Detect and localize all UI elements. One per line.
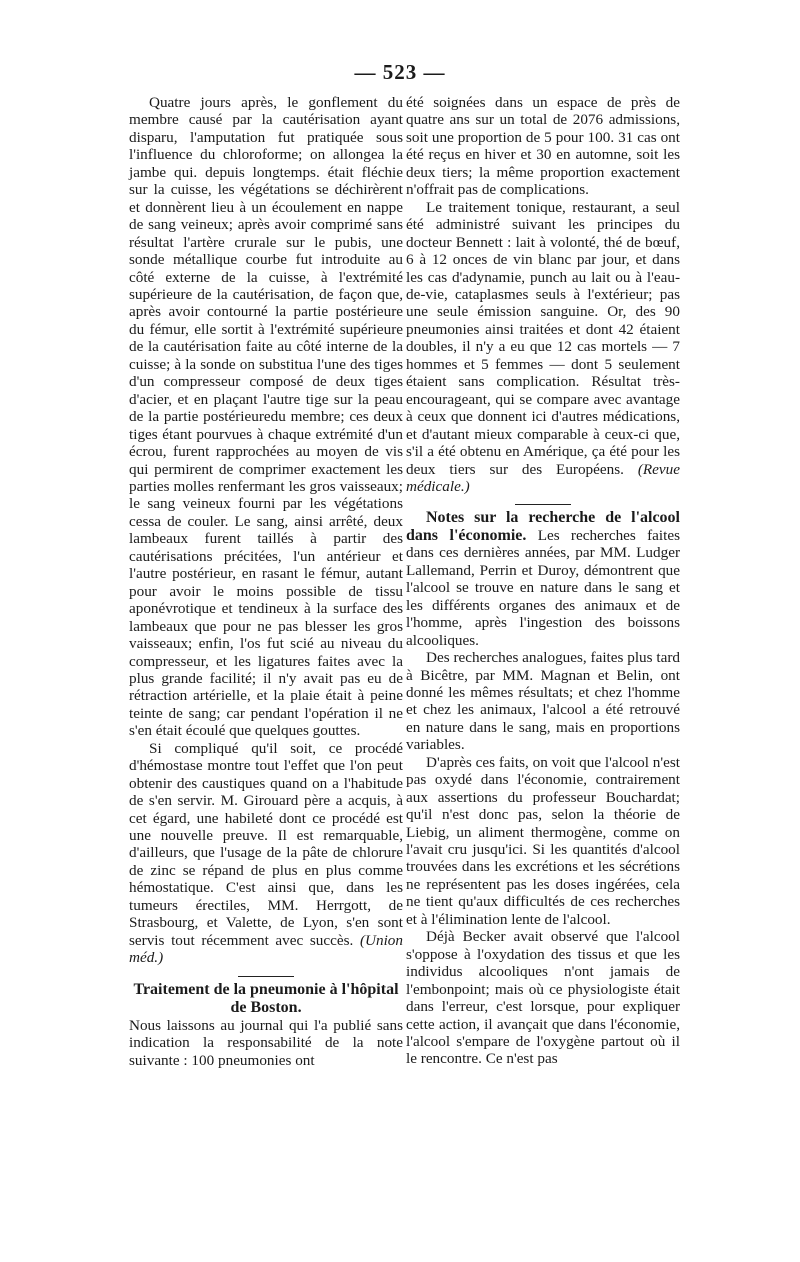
- source-citation: (Union méd.): [129, 931, 403, 967]
- paragraph-oxydation: D'après ces faits, on voit que l'alcool n'est pas oxydé dans l'économie, contrairement aux assertions du professeur Bouchardat; qu'il n'est donc pas, selon la théorie de Liebig, un aliment thermogène, comme on l'avait cru jusqu'ici. Si les quantités d'alcool trouvées dans les excrétions et les sécrétions ne représentent pas les doses ingérées, cela ne tient qu'aux difficultés de ces recherches et à l'élimination lente de l'alcool.: [406, 753, 680, 928]
- paragraph-becker: Déjà Becker avait observé que l'alcool s'oppose à l'oxydation des tissus et que les individus alcooliques n'ont jamais de l'embonpoint; mais où ce physiologiste était dans l'erreur, c'est lorsque, pour expliquer cette action, il avançait que dans l'économie, l'alcool s'empare de l'oxygène partout où il le rencontre. Ce n'est pas: [406, 928, 680, 1068]
- section-heading-alcool: Notes sur la recherche de l'alcool dans l'économie.: [406, 509, 680, 544]
- right-column: [406, 94, 680, 1068]
- paragraph-amputation: Quatre jours après, le gonflement du membre causé par la cautérisation ayant disparu, l'amputation fut pratiquée sous l'influence du chloroforme; on allongea la jambe qui. depuis longtemps. était fléchie sur la cuisse, les végétations se déchirèrent et donnèrent lieu à un écoulement en nappe de sang veineux; après avoir comprimé sans résultat l'artère crurale sur le pubis, une sonde métallique courbe fut introduite au côté externe de la cuisse, à l'extrémité supérieure de la cautérisation, de façon que, après avoir contourné la partie postérieure du fémur, elle sortit à l'extrémité supérieure de la cautérisation faite au côté interne de la cuisse; à la sonde on substitua l'une des tiges d'un compresseur composé de deux tiges d'acier, et en plaçant l'autre tige sur la peau de la partie postérieuredu membre; ces deux tiges étant pourvues à chaque extrémité d'un écrou, furent rapprochées au moyen de vis qui permirent de comprimer exactement les parties molles renfermant les gros vaisseaux; le sang veineux fourni par les végétations cessa de couler. Le sang, ainsi arrêté, deux lambeaux furent taillés à partir des cautérisations précitées, l'un antérieur et l'autre postérieur, en rasant le fémur, autant pour avoir le moins possible de tissu aponévrotique et tendineux à la surface des lambeaux que pour ne pas blesser les gros vaisseaux; enfin, l'os fut scié au niveau du compresseur, et les ligatures faites avec la plus grande facilité; il n'y avait pas eu de rétraction artérielle, et la plaie était à peine teinte de sang; car pendant l'opération il ne s'en était écoulé que quelques gouttes.: [129, 94, 403, 740]
- paragraph-bicetre: Des recherches analogues, faites plus tard à Bicêtre, par MM. Magnan et Belin, ont donné les mêmes résultats; et chez l'homme et chez les animaux, l'alcool a été retrouvé en nature dans le sang, mais en proportions variables.: [406, 649, 680, 754]
- paragraph-boston-stats: été soignées dans un espace de près de quatre ans sur un total de 2076 admissions, soit une proportion de 5 pour 100. 31 cas ont été reçus en hiver et 30 en automne, soit les deux tiers; la même proportion exactement n'offrait pas de complications.: [406, 94, 680, 199]
- section-heading-pneumonie: Traitement de la pneumonie à l'hôpital de Boston.: [133, 980, 399, 1016]
- paragraph-text: Si compliqué qu'il soit, ce procédé d'hémostase montre tout l'effet que l'on peut obtenir des caustiques quand on a l'habitude de s'en servir. M. Girouard père a acquis, à cet égard, une habileté dont ce procédé est une nouvelle preuve. Il est remarquable, d'ailleurs, que l'usage de la pâte de chlorure de zinc se répand de plus en plus comme hémostatique. C'est ainsi que, dans les tumeurs érectiles, MM. Herrgott, de Strasbourg, et Valette, de Lyon, s'en sont servis tout récemment avec succès.: [129, 739, 403, 949]
- source-citation: (Revue médicale.): [406, 460, 680, 495]
- paragraph-text: Le traitement tonique, restaurant, a seul été administré suivant les principes du docteur Bennett : lait à volonté, thé de bœuf, 6 à 12 onces de vin blanc par jour, et dans les cas d'adynamie, punch au lait ou à l'eau-de-vie, cataplasmes seuls à l'extérieur; pas une seule émission sanguine. Or, des 90 pneumonies ainsi traitées et dont 42 étaient doubles, il n'y a eu que 12 cas mortels — 7 hommes et 5 femmes — dont 5 seulement étaient sans complication. Résultat très-encourageant, qui se compare avec avantage à ceux que donnent ici d'autres médications, et d'autant mieux comparable à ceux-ci que, s'il a été obtenu en Amérique, ça été pour les deux tiers sur des Européens.: [406, 198, 680, 478]
- paragraph-hemostase: [129, 740, 403, 967]
- section-divider: [238, 976, 294, 977]
- paragraph-traitement: [406, 199, 680, 496]
- paragraph-boston-intro: Nous laissons au journal qui l'a publié sans indication la responsabilité de la note suivante : 100 pneumonies ont: [129, 1016, 403, 1069]
- paragraph-text: Les recherches faites dans ces dernières années, par MM. Ludger Lallemand, Perrin et Duroy, démontrent que l'alcool se trouve en nature dans le sang et les différents organes des animaux et de l'homme, après l'ingestion des boissons alcooliques.: [406, 526, 681, 649]
- section-divider: [515, 504, 571, 505]
- paragraph-alcool-intro: [406, 509, 680, 649]
- left-column: [129, 94, 403, 1069]
- page-number: — 523 —: [354, 60, 446, 84]
